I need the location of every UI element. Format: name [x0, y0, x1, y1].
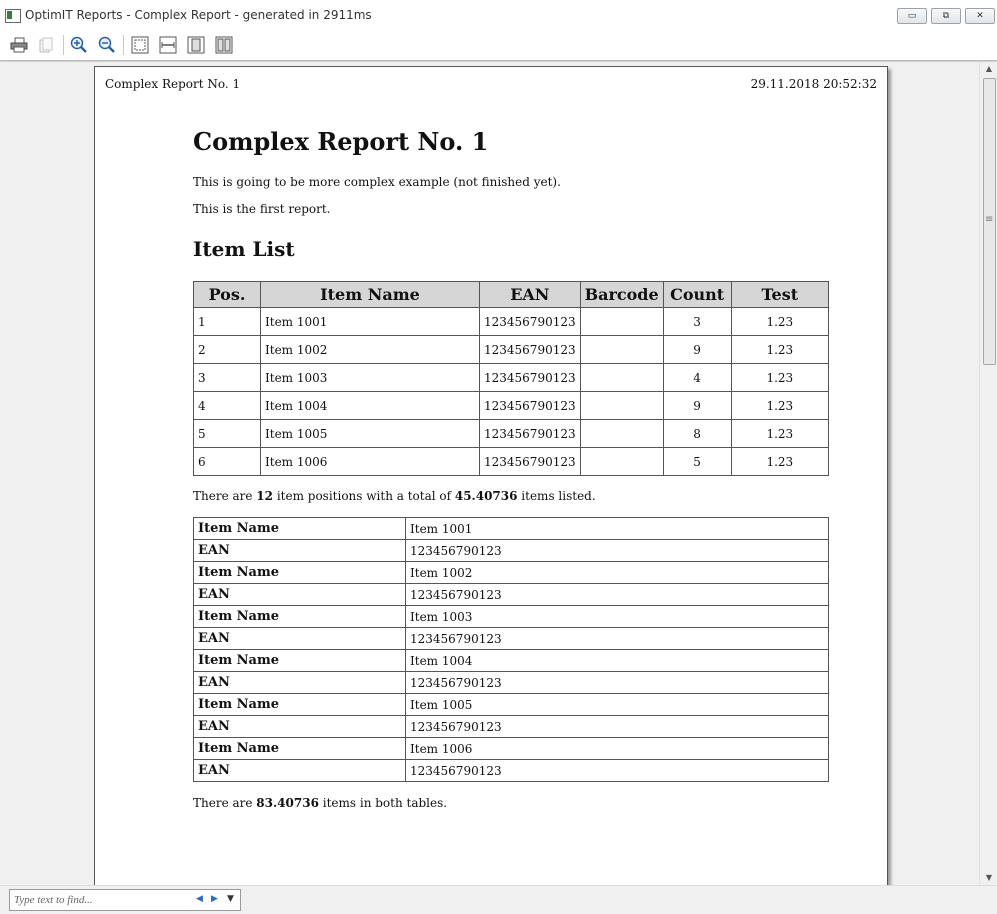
scroll-down-icon[interactable]: ▼	[985, 873, 993, 882]
column-header: Test	[731, 282, 828, 308]
ean-cell: 123456790123	[480, 392, 581, 420]
table-row	[194, 308, 829, 336]
detail-key: EAN	[194, 540, 406, 562]
detail-value: Item 1002	[406, 562, 829, 584]
single-page-icon	[187, 36, 205, 54]
table-row	[194, 448, 829, 476]
detail-row	[194, 672, 829, 694]
column-header: Pos.	[194, 282, 261, 308]
vertical-scrollbar[interactable]	[979, 62, 997, 885]
find-box	[9, 889, 241, 911]
find-options-dropdown-icon[interactable]: ▼	[227, 894, 234, 904]
ean-cell: 123456790123	[480, 448, 581, 476]
item-name-cell: Item 1004	[261, 392, 480, 420]
detail-row	[194, 738, 829, 760]
count-cell: 4	[663, 364, 731, 392]
column-header: EAN	[480, 282, 581, 308]
zoom-in-icon	[70, 36, 88, 54]
detail-key: Item Name	[194, 694, 406, 716]
test-cell: 1.23	[731, 308, 828, 336]
detail-key: EAN	[194, 584, 406, 606]
pos-cell: 6	[194, 448, 261, 476]
detail-key: Item Name	[194, 650, 406, 672]
detail-row	[194, 540, 829, 562]
scroll-thumb[interactable]	[983, 78, 996, 365]
toolbar-separator	[123, 35, 124, 55]
intro-paragraph: This is the first report.	[193, 202, 331, 216]
printer-icon	[10, 37, 28, 53]
two-pages-button[interactable]	[213, 34, 235, 56]
page-header-title: Complex Report No. 1	[105, 77, 241, 91]
single-page-button[interactable]	[185, 34, 207, 56]
item-name-cell: Item 1003	[261, 364, 480, 392]
table-row	[194, 364, 829, 392]
pos-cell: 3	[194, 364, 261, 392]
summary-both-tables: There are 83.40736 items in both tables.	[193, 796, 448, 810]
detail-value: Item 1006	[406, 738, 829, 760]
count-cell: 9	[663, 392, 731, 420]
test-cell: 1.23	[731, 392, 828, 420]
table-row	[194, 420, 829, 448]
fit-width-icon	[159, 36, 177, 54]
column-header: Count	[663, 282, 731, 308]
test-cell: 1.23	[731, 420, 828, 448]
item-name-cell: Item 1006	[261, 448, 480, 476]
title-bar	[0, 0, 997, 32]
copy-button[interactable]	[35, 34, 57, 56]
zoom-in-button[interactable]	[68, 34, 90, 56]
detail-row	[194, 562, 829, 584]
detail-value: 123456790123	[406, 716, 829, 738]
barcode-cell	[580, 392, 663, 420]
test-cell: 1.23	[731, 336, 828, 364]
print-button[interactable]	[8, 34, 30, 56]
minimize-button[interactable]: ▭	[897, 8, 927, 24]
detail-key: Item Name	[194, 518, 406, 540]
detail-value: 123456790123	[406, 584, 829, 606]
report-title: Complex Report No. 1	[193, 127, 489, 156]
detail-value: Item 1004	[406, 650, 829, 672]
zoom-out-button[interactable]	[96, 34, 118, 56]
table-row	[194, 392, 829, 420]
pos-cell: 4	[194, 392, 261, 420]
copy-icon	[38, 37, 54, 53]
restore-button[interactable]: ⧉	[931, 8, 961, 24]
detail-value: 123456790123	[406, 672, 829, 694]
detail-key: Item Name	[194, 606, 406, 628]
item-name-cell: Item 1005	[261, 420, 480, 448]
two-pages-icon	[215, 36, 233, 54]
count-cell: 3	[663, 308, 731, 336]
fit-page-icon	[131, 36, 149, 54]
barcode-cell	[580, 308, 663, 336]
scroll-up-icon[interactable]: ▲	[985, 64, 993, 73]
report-content	[193, 127, 829, 811]
detail-row	[194, 760, 829, 782]
toolbar-separator	[63, 35, 64, 55]
ean-cell: 123456790123	[480, 336, 581, 364]
ean-cell: 123456790123	[480, 420, 581, 448]
ean-cell: 123456790123	[480, 364, 581, 392]
toolbar	[0, 31, 997, 61]
column-header: Barcode	[580, 282, 663, 308]
positions-count: 12	[256, 489, 273, 503]
detail-key: Item Name	[194, 738, 406, 760]
pos-cell: 1	[194, 308, 261, 336]
items-total: 45.40736	[454, 489, 518, 503]
detail-table	[193, 517, 829, 782]
detail-key: EAN	[194, 760, 406, 782]
section-title: Item List	[193, 237, 295, 261]
ean-cell: 123456790123	[480, 308, 581, 336]
close-button[interactable]: ✕	[965, 8, 995, 24]
fit-page-button[interactable]	[129, 34, 151, 56]
detail-value: 123456790123	[406, 760, 829, 782]
item-name-cell: Item 1002	[261, 336, 480, 364]
detail-value: 123456790123	[406, 628, 829, 650]
test-cell: 1.23	[731, 448, 828, 476]
detail-row	[194, 584, 829, 606]
barcode-cell	[580, 364, 663, 392]
detail-key: EAN	[194, 672, 406, 694]
detail-value: 123456790123	[406, 540, 829, 562]
zoom-out-icon	[98, 36, 116, 54]
find-previous-icon[interactable]: ◀	[196, 894, 203, 904]
find-next-icon[interactable]: ▶	[211, 894, 218, 904]
window-title: OptimIT Reports - Complex Report - generated in 2911ms	[25, 8, 372, 22]
detail-key: EAN	[194, 716, 406, 738]
table-header-row	[194, 282, 829, 308]
report-viewer[interactable]	[0, 62, 979, 885]
detail-row	[194, 606, 829, 628]
pos-cell: 5	[194, 420, 261, 448]
both-tables-total: 83.40736	[256, 796, 319, 810]
item-table	[193, 281, 829, 476]
barcode-cell	[580, 448, 663, 476]
test-cell: 1.23	[731, 364, 828, 392]
detail-row	[194, 650, 829, 672]
detail-row	[194, 716, 829, 738]
table-row	[194, 336, 829, 364]
detail-row	[194, 628, 829, 650]
fit-width-button[interactable]	[157, 34, 179, 56]
page-header-timestamp: 29.11.2018 20:52:32	[750, 77, 877, 91]
barcode-cell	[580, 336, 663, 364]
count-cell: 5	[663, 448, 731, 476]
detail-value: Item 1005	[406, 694, 829, 716]
pos-cell: 2	[194, 336, 261, 364]
item-name-cell: Item 1001	[261, 308, 480, 336]
barcode-cell	[580, 420, 663, 448]
app-icon	[5, 9, 21, 23]
detail-value: Item 1001	[406, 518, 829, 540]
report-page	[94, 66, 888, 885]
summary-positions: There are 12 item positions with a total of 45.40736 items listed.	[193, 489, 596, 503]
count-cell: 9	[663, 336, 731, 364]
column-header: Item Name	[261, 282, 480, 308]
detail-row	[194, 694, 829, 716]
detail-key: Item Name	[194, 562, 406, 584]
detail-key: EAN	[194, 628, 406, 650]
find-bar	[0, 885, 997, 914]
detail-value: Item 1003	[406, 606, 829, 628]
detail-row	[194, 518, 829, 540]
find-input[interactable]	[14, 892, 184, 907]
count-cell: 8	[663, 420, 731, 448]
intro-paragraph: This is going to be more complex example (not finished yet).	[193, 175, 561, 189]
